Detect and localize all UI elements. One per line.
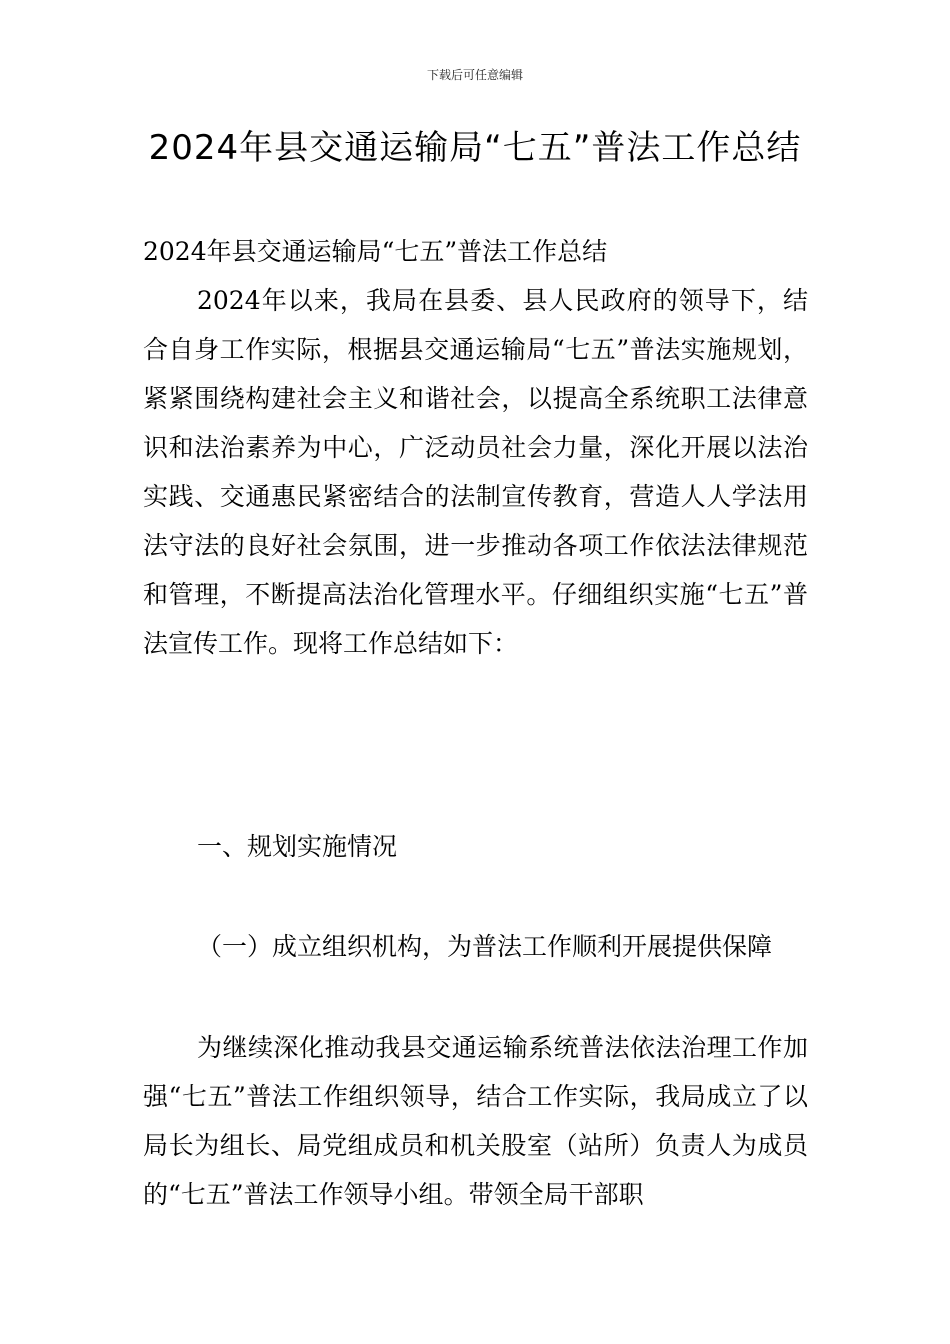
document-subtitle: 2024年县交通运输局“七五”普法工作总结	[143, 237, 608, 266]
subsection-heading: （一）成立组织机构，为普法工作顺利开展提供保障	[197, 932, 773, 961]
header-note: 下载后可任意编辑	[426, 68, 523, 82]
document-title: 2024年县交通运输局“七五”普法工作总结	[148, 128, 802, 168]
intro-paragraph: 2024年以来，我局在县委、县人民政府的领导下，结合自身工作实际，根据县交通运输局“七五”普法实施规划，紧紧围绕构建社会主义和谐社会，以提高全系统职工法律意识和法治素养为中心，广泛动员社会力量，深化开展以法治实践、交通惠民紧密结合的法制宣传教育，营造人人学法用法守法的良好社会氛围，进一步推动各项工作依法法律规范和管理，不断提高法治化管理水平。仔细组织实施“七五”普法宣传工作。现将工作总结如下：	[143, 286, 808, 658]
section-paragraph: 为继续深化推动我县交通运输系统普法依法治理工作加强“七五”普法工作组织领导，结合工作实际，我局成立了以局长为组长、局党组成员和机关股室（站所）负责人为成员的“七五”普法工作领导小组。带领全局干部职	[143, 1033, 808, 1209]
section-heading: 一、规划实施情况	[197, 832, 398, 861]
